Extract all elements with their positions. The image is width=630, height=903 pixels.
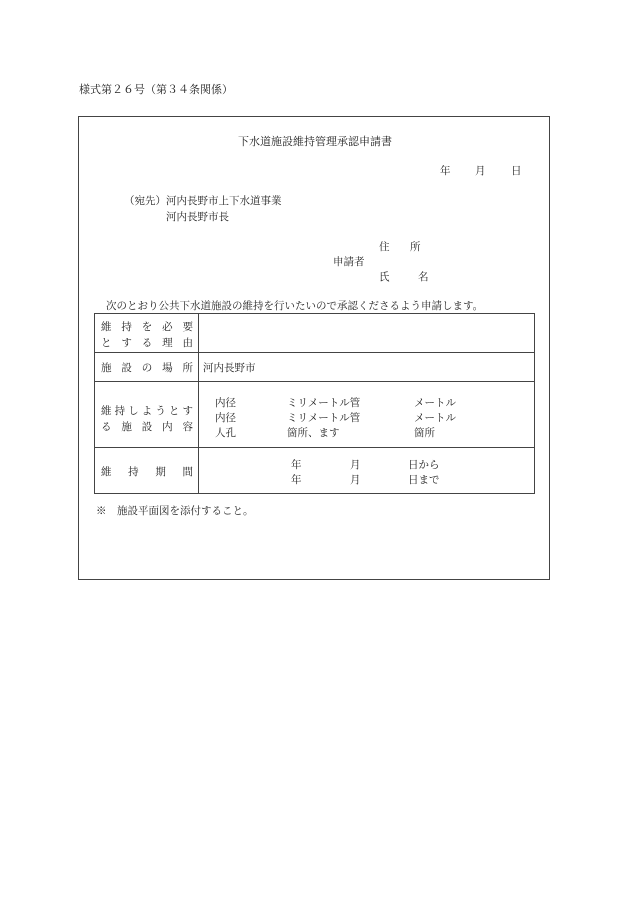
date-month-label: 月 [475, 165, 486, 177]
date-day-label: 日 [511, 165, 522, 177]
row-divider [95, 381, 534, 382]
period-start-day: 日から [408, 459, 440, 471]
row-divider [95, 352, 534, 353]
applicant-address-label: 住 所 [379, 241, 426, 253]
date-year-label: 年 [440, 165, 451, 177]
period-start-year: 年 [291, 459, 302, 471]
applicant-name-label: 氏 名 [379, 271, 438, 283]
facility-row2-unit1: ミリメートル管 [287, 412, 361, 424]
facility-header-line1: 維 持 し よ う と す [101, 405, 193, 417]
facility-row2-label: 内径 [215, 412, 236, 424]
reason-header-line2: と す る 理 由 [101, 337, 193, 349]
period-end-year: 年 [291, 474, 302, 486]
table-column-divider [198, 314, 199, 493]
period-end-month: 月 [350, 474, 361, 486]
facility-row1-unit1: ミリメートル管 [287, 397, 361, 409]
addressee-line1: 河内長野市上下水道事業 [166, 195, 282, 207]
period-end-day: 日まで [408, 474, 440, 486]
facility-row1-unit2: メートル [414, 397, 456, 409]
application-table [94, 313, 535, 494]
location-header: 施 設 の 場 所 [101, 362, 193, 374]
reason-header-line1: 維 持 を 必 要 [101, 321, 193, 333]
facility-header-line2: る 施 設 内 容 [101, 421, 193, 433]
facility-row3-label: 人孔 [215, 427, 236, 439]
period-header: 維 持 期 間 [101, 466, 193, 478]
intro-text: 次のとおり公共下水道施設の維持を行いたいので承認くださるよう申請します。 [106, 300, 484, 312]
document-title: 下水道施設維持管理承認申請書 [238, 135, 392, 148]
location-value[interactable]: 河内長野市 [203, 362, 256, 374]
applicant-label: 申請者 [333, 256, 365, 268]
facility-row3-unit1: 箇所、ます [287, 427, 340, 439]
addressee-label: （宛先） [124, 195, 166, 207]
facility-row2-unit2: メートル [414, 412, 456, 424]
facility-row3-unit2: 箇所 [414, 427, 435, 439]
addressee-line2: 河内長野市長 [166, 211, 229, 223]
period-start-month: 月 [350, 459, 361, 471]
row-divider [95, 447, 534, 448]
form-number: 様式第２６号（第３４条関係） [79, 83, 233, 96]
attachment-note: ※ 施設平面図を添付すること。 [96, 505, 254, 517]
facility-row1-label: 内径 [215, 397, 236, 409]
